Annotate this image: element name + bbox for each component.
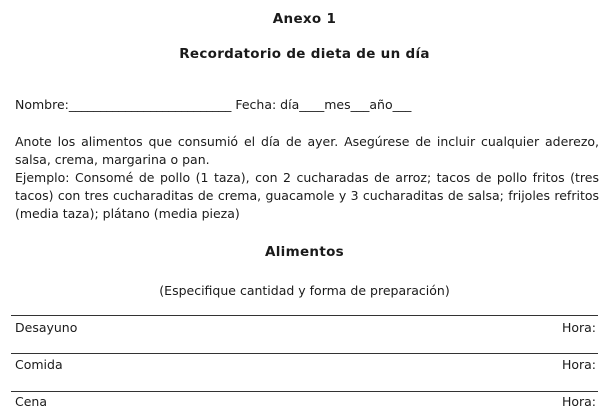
- foods-title: Alimentos: [265, 244, 344, 260]
- meal-time-label: Hora:: [561, 320, 596, 335]
- meal-label: Cena: [15, 394, 48, 409]
- meal-row-lunch: [15, 357, 596, 372]
- meal-time-label: Hora:: [561, 357, 596, 372]
- divider-line: [11, 353, 598, 354]
- meal-label: Desayuno: [15, 320, 78, 335]
- annex-title: Anexo 1: [272, 11, 337, 27]
- name-date-line: Nombre:__________________________ Fecha: día____mes___año___: [15, 97, 412, 112]
- example-paragraph: Ejemplo: Consomé de pollo (1 taza), con 2 cucharadas de arroz; tacos de pollo fritos (tres tacos) con tres cucharaditas de crema, guacamole y 3 cucharaditas de salsa; frijoles refritos (media taza); plátano (media pieza): [15, 170, 599, 221]
- instructions-paragraph: Anote los alimentos que consumió el día de ayer. Asegúrese de incluir cualquier aderezo, salsa, crema, margarina o pan.: [15, 134, 599, 167]
- form-title: Recordatorio de dieta de un día: [179, 46, 430, 62]
- foods-subtitle: (Especifique cantidad y forma de preparación): [159, 283, 450, 298]
- divider-line: [11, 391, 598, 392]
- meal-row-breakfast: [15, 320, 596, 335]
- meal-time-label: Hora:: [561, 394, 596, 409]
- divider-line: [11, 315, 598, 316]
- meal-label: Comida: [15, 357, 63, 372]
- meal-row-dinner: [15, 394, 596, 409]
